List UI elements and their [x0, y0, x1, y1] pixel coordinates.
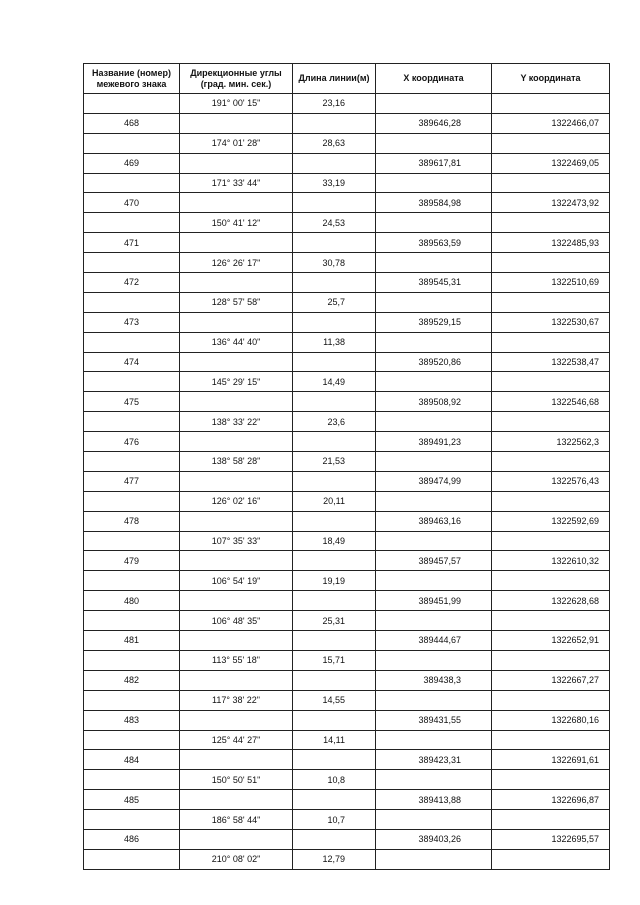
cell-point-name: 473: [84, 312, 180, 332]
cell-line-length: 10,7: [293, 810, 376, 830]
table-row-point: [84, 591, 610, 611]
cell-x-coordinate: 389451,99: [376, 591, 492, 611]
table-row-point: [84, 432, 610, 452]
cell-x-coordinate: 389444,67: [376, 631, 492, 651]
header-direction-angle: Дирекционные углы (град. мин. сек.): [180, 64, 293, 94]
cell-y-coordinate: 1322680,16: [492, 710, 610, 730]
cell-direction-angle: [180, 432, 293, 452]
cell-y-coordinate: [492, 730, 610, 750]
cell-line-length: 10,8: [293, 770, 376, 790]
header-y-coordinate: Y координата: [492, 64, 610, 94]
cell-point-name: 484: [84, 750, 180, 770]
cell-x-coordinate: 389431,55: [376, 710, 492, 730]
cell-direction-angle: [180, 511, 293, 531]
table-row-segment: [84, 810, 610, 830]
cell-direction-angle: 138° 58' 28": [180, 452, 293, 472]
cell-x-coordinate: [376, 412, 492, 432]
cell-y-coordinate: 1322562,3: [492, 432, 610, 452]
table-row-segment: [84, 770, 610, 790]
cell-y-coordinate: [492, 133, 610, 153]
cell-x-coordinate: [376, 452, 492, 472]
cell-direction-angle: [180, 113, 293, 133]
cell-direction-angle: [180, 829, 293, 849]
cell-y-coordinate: [492, 213, 610, 233]
cell-y-coordinate: 1322576,43: [492, 471, 610, 491]
cell-y-coordinate: 1322691,61: [492, 750, 610, 770]
cell-line-length: [293, 829, 376, 849]
cell-y-coordinate: [492, 849, 610, 869]
cell-y-coordinate: [492, 770, 610, 790]
cell-line-length: 14,11: [293, 730, 376, 750]
cell-point-name: 478: [84, 511, 180, 531]
table-row-segment: [84, 571, 610, 591]
cell-line-length: [293, 352, 376, 372]
cell-y-coordinate: [492, 611, 610, 631]
cell-y-coordinate: 1322610,32: [492, 551, 610, 571]
cell-y-coordinate: [492, 94, 610, 114]
cell-line-length: [293, 631, 376, 651]
table-row-segment: [84, 849, 610, 869]
cell-direction-angle: [180, 790, 293, 810]
cell-line-length: 25,31: [293, 611, 376, 631]
cell-y-coordinate: 1322667,27: [492, 670, 610, 690]
cell-y-coordinate: [492, 452, 610, 472]
cell-direction-angle: 171° 33' 44": [180, 173, 293, 193]
cell-line-length: [293, 273, 376, 293]
cell-direction-angle: [180, 233, 293, 253]
cell-x-coordinate: 389438,3: [376, 670, 492, 690]
cell-x-coordinate: [376, 650, 492, 670]
cell-y-coordinate: 1322592,69: [492, 511, 610, 531]
cell-line-length: 15,71: [293, 650, 376, 670]
cell-y-coordinate: 1322530,67: [492, 312, 610, 332]
cell-line-length: [293, 312, 376, 332]
cell-x-coordinate: [376, 611, 492, 631]
table-row-point: [84, 471, 610, 491]
table-row-point: [84, 511, 610, 531]
cell-x-coordinate: 389413,88: [376, 790, 492, 810]
table-row-segment: [84, 690, 610, 710]
cell-line-length: [293, 750, 376, 770]
cell-point-name: 470: [84, 193, 180, 213]
cell-line-length: 12,79: [293, 849, 376, 869]
cell-point-name: 472: [84, 273, 180, 293]
cell-point-name: 471: [84, 233, 180, 253]
cell-point-name: 485: [84, 790, 180, 810]
cell-x-coordinate: 389463,16: [376, 511, 492, 531]
table-row-segment: [84, 372, 610, 392]
cell-y-coordinate: 1322538,47: [492, 352, 610, 372]
cell-point-name: 479: [84, 551, 180, 571]
cell-point-name: [84, 292, 180, 312]
cell-point-name: [84, 452, 180, 472]
cell-point-name: [84, 810, 180, 830]
cell-point-name: 469: [84, 153, 180, 173]
cell-x-coordinate: [376, 849, 492, 869]
cell-direction-angle: [180, 392, 293, 412]
cell-point-name: 483: [84, 710, 180, 730]
cell-direction-angle: 107° 35' 33": [180, 531, 293, 551]
cell-line-length: [293, 233, 376, 253]
cell-y-coordinate: 1322695,57: [492, 829, 610, 849]
header-x-coordinate: X координата: [376, 64, 492, 94]
header-point-name: Название (номер) межевого знака: [84, 64, 180, 94]
cell-point-name: [84, 690, 180, 710]
cell-direction-angle: 191° 00' 15": [180, 94, 293, 114]
cell-x-coordinate: 389545,31: [376, 273, 492, 293]
table-row-segment: [84, 94, 610, 114]
cell-point-name: 475: [84, 392, 180, 412]
table-row-point: [84, 670, 610, 690]
cell-x-coordinate: 389403,26: [376, 829, 492, 849]
cell-x-coordinate: [376, 133, 492, 153]
table-row-segment: [84, 173, 610, 193]
table-row-point: [84, 710, 610, 730]
cell-direction-angle: [180, 710, 293, 730]
cell-y-coordinate: 1322510,69: [492, 273, 610, 293]
cell-x-coordinate: 389520,86: [376, 352, 492, 372]
cell-point-name: [84, 571, 180, 591]
cell-direction-angle: [180, 750, 293, 770]
table-row-point: [84, 750, 610, 770]
cell-x-coordinate: 389584,98: [376, 193, 492, 213]
cell-x-coordinate: 389508,92: [376, 392, 492, 412]
cell-y-coordinate: [492, 810, 610, 830]
cell-y-coordinate: 1322628,68: [492, 591, 610, 611]
cell-line-length: 14,55: [293, 690, 376, 710]
cell-x-coordinate: [376, 173, 492, 193]
cell-x-coordinate: 389423,31: [376, 750, 492, 770]
cell-point-name: [84, 531, 180, 551]
cell-point-name: [84, 94, 180, 114]
table-row-point: [84, 392, 610, 412]
cell-point-name: 481: [84, 631, 180, 651]
cell-x-coordinate: 389617,81: [376, 153, 492, 173]
table-row-point: [84, 631, 610, 651]
cell-direction-angle: [180, 631, 293, 651]
cell-point-name: [84, 412, 180, 432]
cell-line-length: [293, 113, 376, 133]
cell-point-name: [84, 730, 180, 750]
cell-direction-angle: 106° 54' 19": [180, 571, 293, 591]
cell-direction-angle: 128° 57' 58": [180, 292, 293, 312]
table-row-point: [84, 352, 610, 372]
cell-direction-angle: 210° 08' 02": [180, 849, 293, 869]
cell-line-length: 20,11: [293, 491, 376, 511]
table-row-segment: [84, 412, 610, 432]
cell-point-name: 480: [84, 591, 180, 611]
cell-x-coordinate: [376, 94, 492, 114]
cell-line-length: [293, 790, 376, 810]
table-row-point: [84, 153, 610, 173]
table-header: [84, 64, 610, 94]
cell-direction-angle: [180, 551, 293, 571]
table-row-segment: [84, 253, 610, 273]
table-row-segment: [84, 133, 610, 153]
table-row-point: [84, 233, 610, 253]
cell-direction-angle: 186° 58' 44": [180, 810, 293, 830]
table-body: [84, 94, 610, 870]
cell-line-length: 25,7: [293, 292, 376, 312]
cell-point-name: [84, 133, 180, 153]
cell-x-coordinate: [376, 372, 492, 392]
cell-y-coordinate: 1322696,87: [492, 790, 610, 810]
table-row-segment: [84, 213, 610, 233]
cell-point-name: [84, 491, 180, 511]
cell-direction-angle: 126° 26' 17": [180, 253, 293, 273]
cell-y-coordinate: 1322546,68: [492, 392, 610, 412]
cell-x-coordinate: [376, 690, 492, 710]
cell-direction-angle: [180, 471, 293, 491]
table-row-segment: [84, 332, 610, 352]
cell-point-name: [84, 332, 180, 352]
cell-line-length: [293, 511, 376, 531]
cell-line-length: 33,19: [293, 173, 376, 193]
cell-y-coordinate: 1322466,07: [492, 113, 610, 133]
cell-line-length: 23,6: [293, 412, 376, 432]
cell-direction-angle: [180, 312, 293, 332]
cell-line-length: 24,53: [293, 213, 376, 233]
cell-point-name: [84, 253, 180, 273]
cell-point-name: [84, 213, 180, 233]
cell-point-name: 486: [84, 829, 180, 849]
cell-line-length: [293, 551, 376, 571]
cell-direction-angle: 136° 44' 40": [180, 332, 293, 352]
table-row-segment: [84, 730, 610, 750]
table-row-point: [84, 312, 610, 332]
cell-x-coordinate: 389563,59: [376, 233, 492, 253]
cell-direction-angle: 125° 44' 27": [180, 730, 293, 750]
cell-x-coordinate: [376, 491, 492, 511]
cell-direction-angle: 113° 55' 18": [180, 650, 293, 670]
cell-x-coordinate: [376, 213, 492, 233]
cell-line-length: [293, 471, 376, 491]
cell-line-length: 28,63: [293, 133, 376, 153]
cell-line-length: 23,16: [293, 94, 376, 114]
cell-direction-angle: [180, 273, 293, 293]
table-row-point: [84, 551, 610, 571]
cell-y-coordinate: 1322485,93: [492, 233, 610, 253]
cell-y-coordinate: [492, 690, 610, 710]
cell-y-coordinate: [492, 531, 610, 551]
table-row-segment: [84, 491, 610, 511]
cell-point-name: 477: [84, 471, 180, 491]
table-row-point: [84, 790, 610, 810]
cell-x-coordinate: [376, 810, 492, 830]
cell-y-coordinate: [492, 571, 610, 591]
cell-point-name: 482: [84, 670, 180, 690]
cell-y-coordinate: 1322469,05: [492, 153, 610, 173]
cell-direction-angle: [180, 670, 293, 690]
cell-direction-angle: 106° 48' 35": [180, 611, 293, 631]
cell-line-length: 18,49: [293, 531, 376, 551]
cell-x-coordinate: [376, 253, 492, 273]
cell-y-coordinate: [492, 332, 610, 352]
cell-line-length: [293, 710, 376, 730]
cell-line-length: [293, 670, 376, 690]
cell-direction-angle: 150° 41' 12": [180, 213, 293, 233]
cell-y-coordinate: [492, 491, 610, 511]
cell-direction-angle: [180, 193, 293, 213]
cell-x-coordinate: [376, 571, 492, 591]
header-line-length: Длина линии(м): [293, 64, 376, 94]
table-row-segment: [84, 292, 610, 312]
cell-point-name: [84, 173, 180, 193]
cell-point-name: [84, 611, 180, 631]
cell-x-coordinate: [376, 730, 492, 750]
cell-direction-angle: [180, 591, 293, 611]
cell-line-length: 21,53: [293, 452, 376, 472]
cell-x-coordinate: [376, 332, 492, 352]
cell-point-name: [84, 650, 180, 670]
cell-direction-angle: 174° 01' 28": [180, 133, 293, 153]
table-row-segment: [84, 452, 610, 472]
cell-direction-angle: [180, 352, 293, 372]
cell-line-length: [293, 193, 376, 213]
cell-x-coordinate: 389529,15: [376, 312, 492, 332]
cell-direction-angle: 117° 38' 22": [180, 690, 293, 710]
cell-x-coordinate: [376, 292, 492, 312]
boundary-coordinates-table: [83, 63, 610, 870]
cell-line-length: 11,38: [293, 332, 376, 352]
cell-direction-angle: 138° 33' 22": [180, 412, 293, 432]
cell-x-coordinate: 389457,57: [376, 551, 492, 571]
cell-x-coordinate: 389491,23: [376, 432, 492, 452]
cell-x-coordinate: 389646,28: [376, 113, 492, 133]
cell-y-coordinate: [492, 412, 610, 432]
cell-x-coordinate: [376, 531, 492, 551]
cell-direction-angle: 150° 50' 51": [180, 770, 293, 790]
cell-line-length: [293, 153, 376, 173]
table-row-point: [84, 273, 610, 293]
cell-line-length: 19,19: [293, 571, 376, 591]
table-row-segment: [84, 650, 610, 670]
cell-point-name: [84, 770, 180, 790]
cell-point-name: [84, 372, 180, 392]
cell-y-coordinate: [492, 372, 610, 392]
cell-x-coordinate: 389474,99: [376, 471, 492, 491]
cell-point-name: 474: [84, 352, 180, 372]
cell-y-coordinate: 1322652,91: [492, 631, 610, 651]
table-row-point: [84, 829, 610, 849]
cell-direction-angle: 145° 29' 15": [180, 372, 293, 392]
table-row-segment: [84, 531, 610, 551]
table-row-point: [84, 113, 610, 133]
cell-point-name: 476: [84, 432, 180, 452]
header-row: [84, 64, 610, 94]
cell-line-length: 30,78: [293, 253, 376, 273]
cell-point-name: 468: [84, 113, 180, 133]
cell-y-coordinate: [492, 173, 610, 193]
cell-line-length: 14,49: [293, 372, 376, 392]
cell-x-coordinate: [376, 770, 492, 790]
cell-direction-angle: [180, 153, 293, 173]
cell-line-length: [293, 591, 376, 611]
cell-y-coordinate: [492, 253, 610, 273]
table-row-point: [84, 193, 610, 213]
cell-y-coordinate: [492, 292, 610, 312]
cell-y-coordinate: 1322473,92: [492, 193, 610, 213]
cell-y-coordinate: [492, 650, 610, 670]
cell-direction-angle: 126° 02' 16": [180, 491, 293, 511]
table-row-segment: [84, 611, 610, 631]
cell-line-length: [293, 432, 376, 452]
cell-point-name: [84, 849, 180, 869]
cell-line-length: [293, 392, 376, 412]
